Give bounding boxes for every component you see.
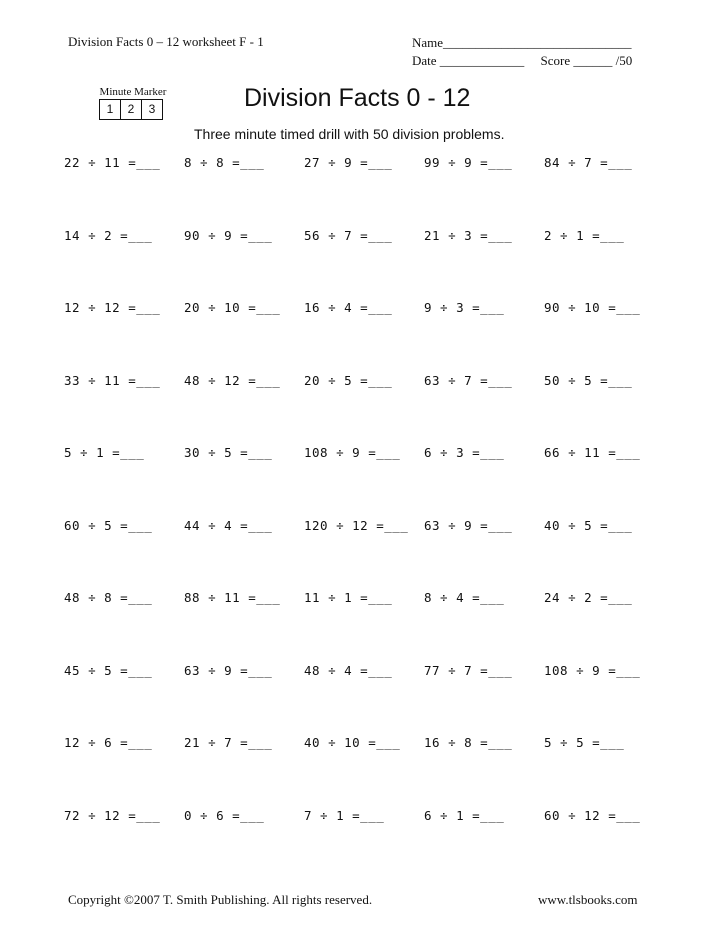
problem: 27 ÷ 9 =___ bbox=[304, 155, 393, 170]
problem: 12 ÷ 6 =___ bbox=[64, 735, 153, 750]
problem: 5 ÷ 5 =___ bbox=[544, 735, 625, 750]
problem: 84 ÷ 7 =___ bbox=[544, 155, 633, 170]
problem: 0 ÷ 6 =___ bbox=[184, 807, 265, 823]
problem: 48 ÷ 8 =___ bbox=[64, 590, 153, 605]
problem: 56 ÷ 7 =___ bbox=[304, 227, 393, 243]
date-score-line: Date _____________ Score ______ /50 bbox=[412, 53, 633, 68]
problem: 8 ÷ 8 =___ bbox=[184, 155, 265, 170]
problem-row bbox=[64, 300, 704, 373]
problem-row bbox=[64, 518, 704, 591]
problem: 5 ÷ 1 =___ bbox=[64, 445, 145, 460]
problem: 63 ÷ 7 =___ bbox=[424, 372, 513, 388]
minute-marker bbox=[96, 86, 170, 120]
problem: 21 ÷ 3 =___ bbox=[424, 227, 513, 243]
problem: 20 ÷ 10 =___ bbox=[184, 300, 281, 315]
problem: 50 ÷ 5 =___ bbox=[544, 372, 633, 388]
problem: 8 ÷ 4 =___ bbox=[424, 590, 505, 605]
problem-row bbox=[64, 228, 704, 301]
problem-row bbox=[64, 373, 704, 446]
problem: 40 ÷ 5 =___ bbox=[544, 517, 633, 533]
problem-row bbox=[64, 590, 704, 663]
problem: 120 ÷ 12 =___ bbox=[304, 517, 409, 533]
problem: 16 ÷ 4 =___ bbox=[304, 300, 393, 315]
problem: 60 ÷ 12 =___ bbox=[544, 807, 641, 823]
problem-row bbox=[64, 735, 704, 808]
problem: 48 ÷ 12 =___ bbox=[184, 372, 281, 388]
problem-row bbox=[64, 155, 704, 228]
problem: 60 ÷ 5 =___ bbox=[64, 517, 153, 533]
problem: 9 ÷ 3 =___ bbox=[424, 300, 505, 315]
website-link: www.tlsbooks.com bbox=[538, 892, 638, 907]
problem: 44 ÷ 4 =___ bbox=[184, 517, 273, 533]
problem: 24 ÷ 2 =___ bbox=[544, 590, 633, 605]
problem-row bbox=[64, 445, 704, 518]
copyright-notice: Copyright ©2007 T. Smith Publishing. All rights reserved. bbox=[68, 892, 373, 907]
problem: 11 ÷ 1 =___ bbox=[304, 590, 393, 605]
problem: 99 ÷ 9 =___ bbox=[424, 155, 513, 170]
problem: 40 ÷ 10 =___ bbox=[304, 735, 401, 750]
worksheet-label: Division Facts 0 – 12 worksheet F - 1 bbox=[68, 34, 264, 49]
problem: 66 ÷ 11 =___ bbox=[544, 445, 641, 460]
problem: 48 ÷ 4 =___ bbox=[304, 662, 393, 678]
problem: 108 ÷ 9 =___ bbox=[304, 445, 401, 460]
problem: 108 ÷ 9 =___ bbox=[544, 662, 641, 678]
problem: 45 ÷ 5 =___ bbox=[64, 662, 153, 678]
problem-row bbox=[64, 663, 704, 736]
problem-grid bbox=[64, 155, 704, 880]
problem: 77 ÷ 7 =___ bbox=[424, 662, 513, 678]
problem: 90 ÷ 10 =___ bbox=[544, 300, 641, 315]
problem: 20 ÷ 5 =___ bbox=[304, 372, 393, 388]
minute-marker-boxes bbox=[100, 99, 170, 120]
problem: 33 ÷ 11 =___ bbox=[64, 372, 161, 388]
problem-row bbox=[64, 808, 704, 881]
problem: 22 ÷ 11 =___ bbox=[64, 155, 161, 170]
minute-box-2: 2 bbox=[120, 99, 142, 120]
problem: 63 ÷ 9 =___ bbox=[184, 662, 273, 678]
problem: 6 ÷ 1 =___ bbox=[424, 807, 505, 823]
problem: 90 ÷ 9 =___ bbox=[184, 227, 273, 243]
problem: 6 ÷ 3 =___ bbox=[424, 445, 505, 460]
name-line: Name_____________________________ bbox=[412, 35, 632, 50]
problem: 16 ÷ 8 =___ bbox=[424, 735, 513, 750]
minute-marker-label: Minute Marker bbox=[99, 86, 167, 98]
problem: 2 ÷ 1 =___ bbox=[544, 227, 625, 243]
problem: 30 ÷ 5 =___ bbox=[184, 445, 273, 460]
student-info bbox=[412, 34, 632, 70]
problem: 72 ÷ 12 =___ bbox=[64, 807, 161, 823]
problem: 88 ÷ 11 =___ bbox=[184, 590, 281, 605]
page-subtitle: Three minute timed drill with 50 division problems. bbox=[194, 126, 505, 142]
problem: 14 ÷ 2 =___ bbox=[64, 227, 153, 243]
minute-box-3: 3 bbox=[141, 99, 163, 120]
problem: 63 ÷ 9 =___ bbox=[424, 517, 513, 533]
page-title: Division Facts 0 - 12 bbox=[244, 84, 471, 112]
problem: 21 ÷ 7 =___ bbox=[184, 735, 273, 750]
problem: 12 ÷ 12 =___ bbox=[64, 300, 161, 315]
problem: 7 ÷ 1 =___ bbox=[304, 807, 385, 823]
minute-box-1: 1 bbox=[99, 99, 121, 120]
